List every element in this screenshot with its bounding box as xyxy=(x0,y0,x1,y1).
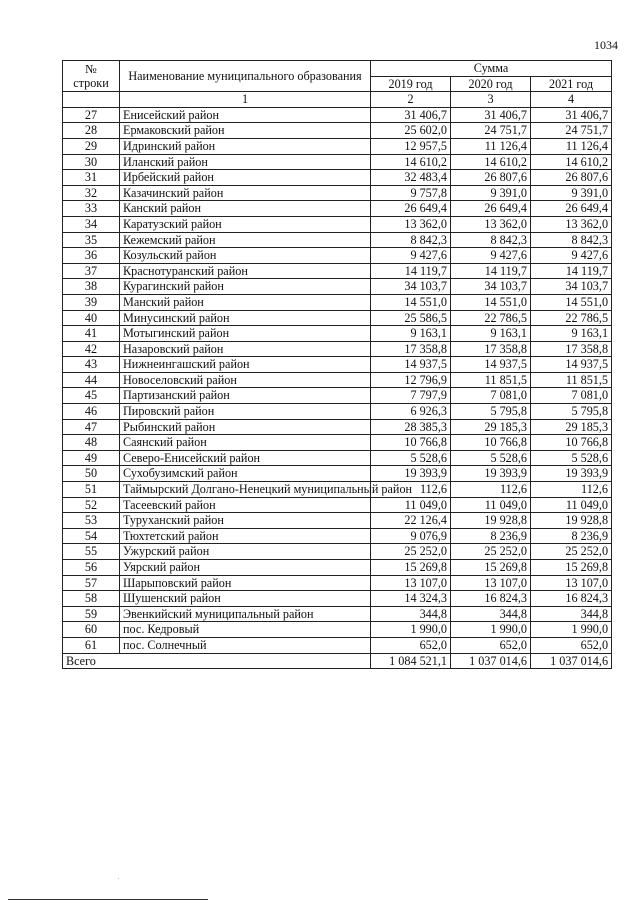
table-row xyxy=(63,326,612,342)
value-2021: 17 358,8 xyxy=(531,341,612,357)
municipality-name: Каратузский район xyxy=(120,216,371,232)
value-2021: 29 185,3 xyxy=(531,419,612,435)
value-2019: 112,6 xyxy=(371,482,451,498)
table-row xyxy=(63,404,612,420)
value-2019: 12 796,9 xyxy=(371,372,451,388)
value-2021: 9 163,1 xyxy=(531,326,612,342)
total-row xyxy=(63,653,612,669)
table-row xyxy=(63,201,612,217)
value-2020: 29 185,3 xyxy=(451,419,531,435)
table-row xyxy=(63,544,612,560)
value-2020: 24 751,7 xyxy=(451,123,531,139)
table-row xyxy=(63,357,612,373)
municipality-name: пос. Солнечный xyxy=(120,637,371,653)
value-2020: 34 103,7 xyxy=(451,279,531,295)
value-2020: 9 391,0 xyxy=(451,185,531,201)
table-row xyxy=(63,497,612,513)
value-2020: 9 163,1 xyxy=(451,326,531,342)
row-number: 31 xyxy=(63,170,120,186)
value-2021: 652,0 xyxy=(531,637,612,653)
value-2020: 8 236,9 xyxy=(451,528,531,544)
row-number: 27 xyxy=(63,107,120,123)
value-2021: 10 766,8 xyxy=(531,435,612,451)
page-number: 1034 xyxy=(594,38,618,52)
total-label: Всего xyxy=(63,653,371,669)
value-2021: 11 126,4 xyxy=(531,138,612,154)
value-2019: 22 126,4 xyxy=(371,513,451,529)
value-2019: 25 602,0 xyxy=(371,123,451,139)
value-2020: 14 610,2 xyxy=(451,154,531,170)
table-row xyxy=(63,637,612,653)
value-2019: 12 957,5 xyxy=(371,138,451,154)
row-number: 33 xyxy=(63,201,120,217)
table-row xyxy=(63,154,612,170)
col-number-1: 1 xyxy=(120,92,371,108)
value-2019: 14 610,2 xyxy=(371,154,451,170)
row-number: 44 xyxy=(63,372,120,388)
value-2021: 5 795,8 xyxy=(531,404,612,420)
value-2021: 8 842,3 xyxy=(531,232,612,248)
value-2021: 25 252,0 xyxy=(531,544,612,560)
municipality-name: Нижнеингашский район xyxy=(120,357,371,373)
table-row xyxy=(63,606,612,622)
municipality-name: Сухобузимский район xyxy=(120,466,371,482)
value-2019: 652,0 xyxy=(371,637,451,653)
value-2019: 17 358,8 xyxy=(371,341,451,357)
row-number: 52 xyxy=(63,497,120,513)
table-row xyxy=(63,107,612,123)
value-2019: 28 385,3 xyxy=(371,419,451,435)
municipality-name: Мотыгинский район xyxy=(120,326,371,342)
value-2020: 11 851,5 xyxy=(451,372,531,388)
footnote-rule xyxy=(8,899,208,900)
municipality-name: Саянский район xyxy=(120,435,371,451)
value-2019: 10 766,8 xyxy=(371,435,451,451)
budget-table xyxy=(62,60,612,669)
table-row xyxy=(63,248,612,264)
value-2021: 14 551,0 xyxy=(531,294,612,310)
value-2020: 652,0 xyxy=(451,637,531,653)
value-2020: 31 406,7 xyxy=(451,107,531,123)
year-header-2019: 2019 год xyxy=(371,76,451,92)
value-2021: 344,8 xyxy=(531,606,612,622)
total-2019: 1 084 521,1 xyxy=(371,653,451,669)
municipality-name: Иланский район xyxy=(120,154,371,170)
table-row xyxy=(63,450,612,466)
value-2020: 344,8 xyxy=(451,606,531,622)
value-2021: 16 824,3 xyxy=(531,591,612,607)
row-number: 28 xyxy=(63,123,120,139)
value-2019: 26 649,4 xyxy=(371,201,451,217)
value-2019: 31 406,7 xyxy=(371,107,451,123)
table-row xyxy=(63,310,612,326)
municipality-name: Тюхтетский район xyxy=(120,528,371,544)
municipality-name: Идринский район xyxy=(120,138,371,154)
municipality-name: Шарыповский район xyxy=(120,575,371,591)
table-row xyxy=(63,513,612,529)
table-row xyxy=(63,591,612,607)
row-number: 48 xyxy=(63,435,120,451)
municipality-name: Эвенкийский муниципальный район xyxy=(120,606,371,622)
municipality-name: Ужурский район xyxy=(120,544,371,560)
year-header-2021: 2021 год xyxy=(531,76,612,92)
row-number: 29 xyxy=(63,138,120,154)
municipality-name: Уярский район xyxy=(120,560,371,576)
value-2021: 14 119,7 xyxy=(531,263,612,279)
table-row xyxy=(63,419,612,435)
row-number: 60 xyxy=(63,622,120,638)
value-2021: 5 528,6 xyxy=(531,450,612,466)
value-2020: 9 427,6 xyxy=(451,248,531,264)
row-number: 47 xyxy=(63,419,120,435)
value-2020: 19 393,9 xyxy=(451,466,531,482)
municipality-name: пос. Кедровый xyxy=(120,622,371,638)
value-2020: 16 824,3 xyxy=(451,591,531,607)
table-row xyxy=(63,279,612,295)
municipality-name: Таймырский Долгано-Ненецкий муниципальный район xyxy=(120,482,371,498)
row-number: 40 xyxy=(63,310,120,326)
value-2019: 34 103,7 xyxy=(371,279,451,295)
value-2020: 14 119,7 xyxy=(451,263,531,279)
value-2020: 25 252,0 xyxy=(451,544,531,560)
row-number: 36 xyxy=(63,248,120,264)
municipality-name: Ирбейский район xyxy=(120,170,371,186)
row-number: 57 xyxy=(63,575,120,591)
table-row xyxy=(63,528,612,544)
row-number: 45 xyxy=(63,388,120,404)
value-2020: 11 049,0 xyxy=(451,497,531,513)
value-2019: 7 797,9 xyxy=(371,388,451,404)
municipality-name: Енисейский район xyxy=(120,107,371,123)
value-2020: 7 081,0 xyxy=(451,388,531,404)
scan-speck xyxy=(118,878,119,879)
row-number: 32 xyxy=(63,185,120,201)
value-2021: 11 049,0 xyxy=(531,497,612,513)
value-2019: 11 049,0 xyxy=(371,497,451,513)
municipality-name: Рыбинский район xyxy=(120,419,371,435)
value-2019: 9 076,9 xyxy=(371,528,451,544)
value-2021: 8 236,9 xyxy=(531,528,612,544)
value-2020: 22 786,5 xyxy=(451,310,531,326)
table-row xyxy=(63,435,612,451)
row-number: 42 xyxy=(63,341,120,357)
value-2019: 14 551,0 xyxy=(371,294,451,310)
value-2021: 112,6 xyxy=(531,482,612,498)
row-number-header: № строки xyxy=(63,61,120,92)
row-number: 37 xyxy=(63,263,120,279)
value-2020: 5 795,8 xyxy=(451,404,531,420)
table-row xyxy=(63,341,612,357)
row-number: 43 xyxy=(63,357,120,373)
value-2019: 8 842,3 xyxy=(371,232,451,248)
table-row xyxy=(63,575,612,591)
municipality-name: Курагинский район xyxy=(120,279,371,295)
value-2020: 26 649,4 xyxy=(451,201,531,217)
table-row xyxy=(63,185,612,201)
value-2021: 24 751,7 xyxy=(531,123,612,139)
value-2019: 13 107,0 xyxy=(371,575,451,591)
value-2019: 19 393,9 xyxy=(371,466,451,482)
value-2021: 7 081,0 xyxy=(531,388,612,404)
value-2019: 14 937,5 xyxy=(371,357,451,373)
row-number: 54 xyxy=(63,528,120,544)
row-number: 50 xyxy=(63,466,120,482)
value-2021: 19 928,8 xyxy=(531,513,612,529)
value-2021: 9 427,6 xyxy=(531,248,612,264)
table-row xyxy=(63,263,612,279)
municipality-name: Тасеевский район xyxy=(120,497,371,513)
value-2019: 13 362,0 xyxy=(371,216,451,232)
municipality-name: Канский район xyxy=(120,201,371,217)
sum-header: Сумма xyxy=(371,61,612,77)
value-2021: 26 807,6 xyxy=(531,170,612,186)
municipality-name: Козульский район xyxy=(120,248,371,264)
municipality-name: Шушенский район xyxy=(120,591,371,607)
value-2021: 14 937,5 xyxy=(531,357,612,373)
value-2019: 5 528,6 xyxy=(371,450,451,466)
row-number: 38 xyxy=(63,279,120,295)
row-number: 35 xyxy=(63,232,120,248)
row-number: 34 xyxy=(63,216,120,232)
table-row xyxy=(63,482,612,498)
value-2021: 26 649,4 xyxy=(531,201,612,217)
municipality-name: Пировский район xyxy=(120,404,371,420)
table-row xyxy=(63,170,612,186)
table-row xyxy=(63,560,612,576)
table-row xyxy=(63,388,612,404)
row-number: 53 xyxy=(63,513,120,529)
table-row xyxy=(63,123,612,139)
value-2020: 13 107,0 xyxy=(451,575,531,591)
value-2021: 9 391,0 xyxy=(531,185,612,201)
municipality-name: Ермаковский район xyxy=(120,123,371,139)
value-2021: 13 107,0 xyxy=(531,575,612,591)
table-body xyxy=(63,107,612,653)
value-2020: 17 358,8 xyxy=(451,341,531,357)
value-2021: 1 990,0 xyxy=(531,622,612,638)
year-header-2020: 2020 год xyxy=(451,76,531,92)
table-row xyxy=(63,232,612,248)
municipality-name: Партизанский район xyxy=(120,388,371,404)
col-number-empty xyxy=(63,92,120,108)
municipality-name: Новоселовский район xyxy=(120,372,371,388)
value-2021: 31 406,7 xyxy=(531,107,612,123)
value-2019: 6 926,3 xyxy=(371,404,451,420)
row-number: 51 xyxy=(63,482,120,498)
total-2020: 1 037 014,6 xyxy=(451,653,531,669)
value-2019: 32 483,4 xyxy=(371,170,451,186)
row-number: 30 xyxy=(63,154,120,170)
col-number-4: 4 xyxy=(531,92,612,108)
municipality-name: Казачинский район xyxy=(120,185,371,201)
col-number-3: 3 xyxy=(451,92,531,108)
value-2020: 11 126,4 xyxy=(451,138,531,154)
value-2020: 10 766,8 xyxy=(451,435,531,451)
value-2020: 14 551,0 xyxy=(451,294,531,310)
municipality-name: Назаровский район xyxy=(120,341,371,357)
value-2019: 9 427,6 xyxy=(371,248,451,264)
table-header xyxy=(63,61,612,108)
municipality-name: Минусинский район xyxy=(120,310,371,326)
value-2020: 112,6 xyxy=(451,482,531,498)
row-number: 41 xyxy=(63,326,120,342)
value-2019: 14 324,3 xyxy=(371,591,451,607)
value-2019: 15 269,8 xyxy=(371,560,451,576)
table-row xyxy=(63,622,612,638)
value-2020: 19 928,8 xyxy=(451,513,531,529)
value-2019: 9 757,8 xyxy=(371,185,451,201)
municipality-name: Манский район xyxy=(120,294,371,310)
municipality-name: Северо-Енисейский район xyxy=(120,450,371,466)
value-2019: 25 586,5 xyxy=(371,310,451,326)
col-number-2: 2 xyxy=(371,92,451,108)
row-number: 61 xyxy=(63,637,120,653)
municipality-name: Кежемский район xyxy=(120,232,371,248)
municipality-name: Краснотуранский район xyxy=(120,263,371,279)
value-2019: 25 252,0 xyxy=(371,544,451,560)
table-row xyxy=(63,294,612,310)
value-2021: 14 610,2 xyxy=(531,154,612,170)
value-2019: 1 990,0 xyxy=(371,622,451,638)
name-header: Наименование муниципального образования xyxy=(120,61,371,92)
value-2019: 344,8 xyxy=(371,606,451,622)
row-number: 56 xyxy=(63,560,120,576)
row-number: 39 xyxy=(63,294,120,310)
value-2021: 22 786,5 xyxy=(531,310,612,326)
value-2021: 19 393,9 xyxy=(531,466,612,482)
value-2020: 8 842,3 xyxy=(451,232,531,248)
value-2021: 34 103,7 xyxy=(531,279,612,295)
row-number: 59 xyxy=(63,606,120,622)
municipality-name: Туруханский район xyxy=(120,513,371,529)
table-row xyxy=(63,216,612,232)
row-number: 55 xyxy=(63,544,120,560)
value-2020: 5 528,6 xyxy=(451,450,531,466)
table-row xyxy=(63,138,612,154)
value-2020: 14 937,5 xyxy=(451,357,531,373)
value-2019: 9 163,1 xyxy=(371,326,451,342)
total-2021: 1 037 014,6 xyxy=(531,653,612,669)
row-number: 46 xyxy=(63,404,120,420)
value-2020: 1 990,0 xyxy=(451,622,531,638)
table-row xyxy=(63,372,612,388)
value-2020: 26 807,6 xyxy=(451,170,531,186)
value-2021: 15 269,8 xyxy=(531,560,612,576)
row-number: 49 xyxy=(63,450,120,466)
value-2019: 14 119,7 xyxy=(371,263,451,279)
value-2020: 15 269,8 xyxy=(451,560,531,576)
value-2020: 13 362,0 xyxy=(451,216,531,232)
table-row xyxy=(63,466,612,482)
value-2021: 13 362,0 xyxy=(531,216,612,232)
row-number: 58 xyxy=(63,591,120,607)
value-2021: 11 851,5 xyxy=(531,372,612,388)
